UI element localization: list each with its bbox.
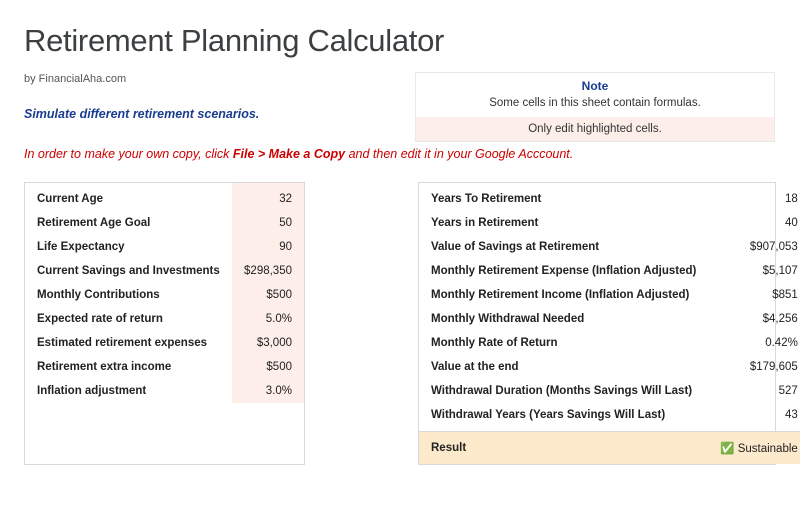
output-label: Value at the end — [431, 361, 519, 373]
table-row — [25, 187, 304, 211]
subtitle: Simulate different retirement scenarios. — [24, 107, 260, 122]
notice-bold: File > Make a Copy — [232, 147, 346, 162]
calculator-page — [0, 10, 800, 520]
output-label: Value of Savings at Retirement — [431, 241, 600, 253]
note-line-formulas: Some cells in this sheet contain formulas. — [416, 95, 774, 117]
byline: by FinancialAha.com — [24, 73, 127, 86]
check-mark-icon: ✅ — [720, 443, 735, 455]
output-label: Years in Retirement — [431, 217, 539, 229]
outputs-panel — [418, 182, 798, 465]
table-row — [419, 259, 800, 283]
table-row — [419, 307, 800, 331]
output-label: Withdrawal Years (Years Savings Will Last) — [431, 409, 666, 421]
page-title: Retirement Planning Calculator — [24, 23, 445, 58]
input-label: Life Expectancy — [37, 241, 125, 253]
output-value: $851 — [772, 289, 798, 301]
result-row — [419, 432, 800, 465]
output-value: $907,053 — [749, 241, 798, 253]
input-value[interactable]: 90 — [232, 235, 304, 259]
table-row — [419, 379, 800, 403]
result-label: Result — [419, 432, 708, 465]
input-label: Inflation adjustment — [37, 385, 147, 397]
table-row — [419, 331, 800, 355]
table-row — [25, 307, 304, 331]
note-title: Note — [416, 73, 774, 95]
output-value: $179,605 — [749, 361, 798, 373]
note-line-highlighted: Only edit highlighted cells. — [416, 117, 774, 141]
table-row — [25, 235, 304, 259]
output-value: 18 — [785, 193, 798, 205]
output-value: 527 — [778, 385, 798, 397]
output-label: Monthly Rate of Return — [431, 337, 558, 349]
status-badge — [708, 432, 800, 465]
notice-prefix: In order to make your own copy, click — [24, 147, 233, 162]
output-value: $5,107 — [762, 265, 798, 277]
notice-suffix: and then edit it in your Google Acccount. — [345, 147, 574, 162]
input-value[interactable]: 50 — [232, 211, 304, 235]
table-row — [25, 379, 304, 403]
spacer — [25, 403, 304, 407]
input-label: Current Age — [37, 193, 104, 205]
input-value[interactable]: $500 — [232, 283, 304, 307]
note-box — [415, 72, 775, 142]
table-row — [419, 235, 800, 259]
inputs-panel — [24, 182, 305, 465]
input-label: Estimated retirement expenses — [37, 337, 208, 349]
output-value: 43 — [785, 409, 798, 421]
output-value: 40 — [785, 217, 798, 229]
output-label: Monthly Retirement Expense (Inflation Adjusted) — [431, 265, 697, 277]
table-row — [25, 331, 304, 355]
input-label: Retirement Age Goal — [37, 217, 151, 229]
table-row — [419, 355, 800, 379]
output-value: 0.42% — [765, 337, 798, 349]
input-label: Expected rate of return — [37, 313, 163, 325]
table-row — [25, 355, 304, 379]
table-row — [419, 403, 800, 427]
input-value[interactable]: 32 — [232, 187, 304, 211]
output-label: Monthly Retirement Income (Inflation Adjusted) — [431, 289, 690, 301]
output-value: $4,256 — [762, 313, 798, 325]
copy-instruction-notice — [24, 147, 776, 161]
table-row — [25, 283, 304, 307]
table-row — [25, 259, 304, 283]
result-value: Sustainable — [737, 443, 798, 455]
inputs-table — [25, 183, 304, 407]
input-value[interactable]: $500 — [232, 355, 304, 379]
outputs-table — [419, 183, 800, 464]
tables-container — [24, 182, 798, 465]
input-value[interactable]: 3.0% — [232, 379, 304, 403]
input-label: Retirement extra income — [37, 361, 172, 373]
table-row — [419, 211, 800, 235]
input-label: Monthly Contributions — [37, 289, 160, 301]
output-label: Years To Retirement — [431, 193, 542, 205]
output-label: Withdrawal Duration (Months Savings Will Last) — [431, 385, 693, 397]
input-value[interactable]: $298,350 — [232, 259, 304, 283]
input-label: Current Savings and Investments — [37, 265, 220, 277]
table-row — [25, 211, 304, 235]
input-value[interactable]: $3,000 — [232, 331, 304, 355]
table-row — [419, 187, 800, 211]
input-value[interactable]: 5.0% — [232, 307, 304, 331]
output-label: Monthly Withdrawal Needed — [431, 313, 585, 325]
table-row — [419, 283, 800, 307]
